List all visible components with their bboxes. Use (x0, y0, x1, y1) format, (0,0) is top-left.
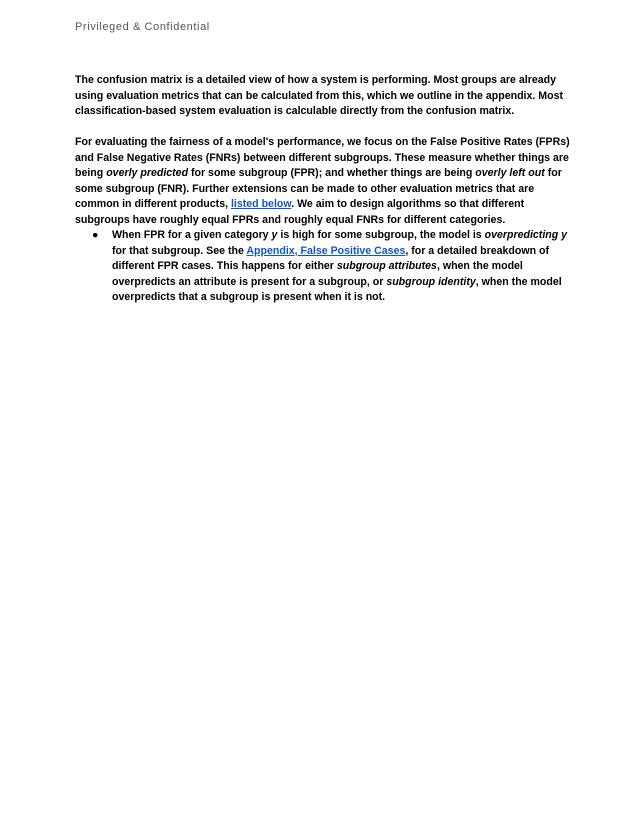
paragraph-confusion-matrix: The confusion matrix is a detailed view of how a system is performing. Most groups are already using evaluation metrics that can be calculated from this, which we outline in the appendix. Most classification-based system evaluation is calculable directly from the confusion matrix. (75, 74, 563, 117)
bullet-text-1: When FPR for a given category (112, 229, 272, 241)
document-body (75, 73, 570, 306)
bullet-text-2: is high for some subgroup, the model is (277, 229, 485, 241)
paragraph-fairness-text-3: for some subgroup (FNR). Further extensions can be made to other evaluation metrics that are common in different products, (75, 167, 562, 210)
emphasis-overpredicting-y: overpredicting y (484, 229, 568, 241)
appendix-false-positive-link[interactable]: Appendix, False Positive Cases (246, 244, 406, 257)
emphasis-subgroup-attributes: subgroup attributes (336, 260, 437, 272)
emphasis-overly-left-out: overly left out (475, 167, 545, 179)
bullet-text-5: , when the model overpredicts an attribute is present for a subgroup, or (112, 260, 523, 288)
bullet-icon: ● (92, 229, 99, 241)
paragraph-fairness-text-1: For evaluating the fairness of a model's performance, we focus on the False Positive Rates (FPRs) and False Negative Rates (FNRs) between different subgroups. These measure whether things are being (75, 136, 570, 179)
emphasis-y: y (271, 229, 278, 241)
emphasis-overly-predicted: overly predicted (106, 167, 189, 179)
page-header: Privileged & Confidential (75, 21, 210, 33)
bullet-text-4: , for a detailed breakdown of different FPR cases. This happens for either (112, 244, 549, 272)
paragraph-fairness (75, 135, 570, 228)
paragraph-fairness-text-2: for some subgroup (FPR); and whether things are being (188, 167, 476, 179)
listed-below-link[interactable]: listed below (230, 198, 292, 210)
bullet-text-6: , when the model overpredicts that a subgroup is present when it is not. (112, 275, 562, 303)
paragraph-fairness-text-4: . We aim to design algorithms so that different subgroups have roughly equal FPRs and roughly equal FNRs for different categories. (75, 198, 525, 226)
bullet-list (75, 228, 570, 306)
bullet-text-3: for that subgroup. See the (112, 244, 247, 257)
emphasis-subgroup-identity: subgroup identity (386, 275, 476, 288)
list-item (75, 228, 570, 306)
